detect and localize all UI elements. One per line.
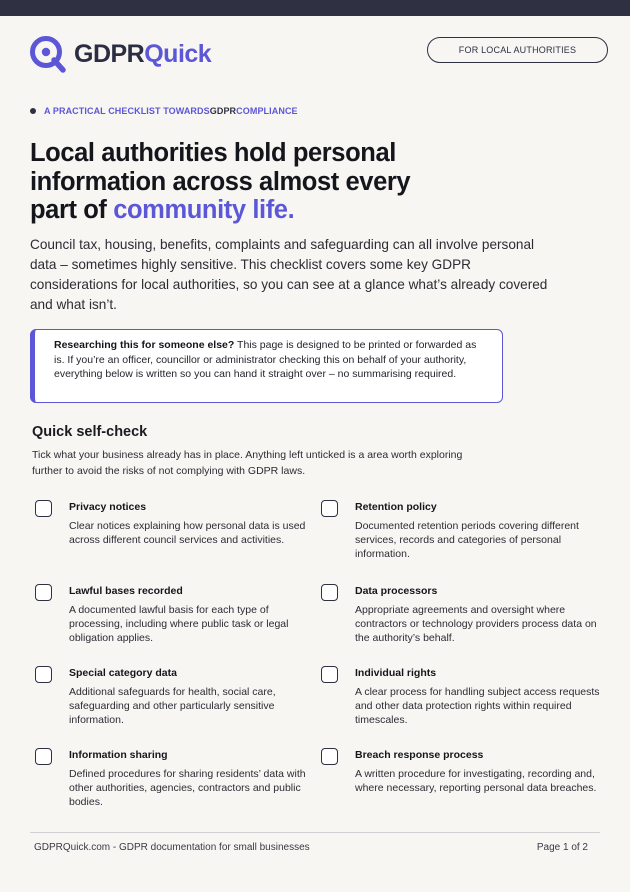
- checklist-item-title: Lawful bases recorded: [69, 585, 183, 597]
- checklist-item-title: Privacy notices: [69, 501, 147, 513]
- eyebrow: A PRACTICAL CHECKLIST TOWARDS GDPR COMPLIANCE: [30, 106, 298, 116]
- checklist-item-title: Retention policy: [355, 501, 437, 513]
- intro-paragraph: Council tax, housing, benefits, complaints and safeguarding can all involve personal data – sometimes highly sensitive. This checklist covers some key GDPR considerations for local authorities, so you can see at a glance what’s already covered and what isn’t.: [30, 237, 548, 312]
- callout-lead: Researching this for someone else?: [54, 339, 235, 351]
- checklist-item-desc: A documented lawful basis for each type of processing, including where public task or legal obligation applies.: [69, 604, 289, 644]
- checklist-item-title: Breach response process: [355, 749, 484, 761]
- checklist-item-title: Information sharing: [69, 749, 168, 761]
- checkbox[interactable]: [321, 748, 338, 765]
- checklist-item-desc: A clear process for handling subject access requests and other data protection rights within required timescales.: [355, 686, 600, 726]
- bullet-dot-icon: [30, 108, 36, 114]
- checklist-item-desc: A written procedure for investigating, recording and, where necessary, reporting personal data breaches.: [355, 768, 597, 794]
- checklist-item-desc: Defined procedures for sharing residents’ data with other authorities, agencies, contractors and public bodies.: [69, 768, 306, 808]
- checklist-item-desc: Additional safeguards for health, social care, safeguarding and other particularly sensitive information.: [69, 686, 276, 726]
- checkbox[interactable]: [35, 584, 52, 601]
- checklist-item-desc: Clear notices explaining how personal data is used across different council services and activities.: [69, 520, 306, 546]
- checklist-item-title: Individual rights: [355, 667, 437, 679]
- page-title: Local authorities hold personal information across almost every part of community life.: [30, 139, 411, 224]
- checklist-item-desc: Appropriate agreements and oversight where contractors or technology providers process data on the authority’s behalf.: [355, 604, 597, 644]
- callout-body: This page is designed to be printed or forwarded as is. If you’re an officer, councillor or administrator checking this on behalf of your authority, everything below is written so you can hand it straight over – no summarising required.: [54, 339, 477, 380]
- checkbox[interactable]: [321, 666, 338, 683]
- checkbox[interactable]: [321, 500, 338, 517]
- section-description: Tick what your business already has in place. Anything left unticked is a area worth exploring further to avoid the risks of not complying with GDPR laws.: [32, 449, 463, 477]
- logo: [28, 34, 211, 74]
- checkbox[interactable]: [35, 500, 52, 517]
- callout-box: [30, 329, 503, 403]
- section-title: Quick self-check: [32, 424, 148, 440]
- top-bar: [0, 0, 630, 16]
- checklist-item-desc: Documented retention periods covering different services, records and categories of personal information.: [355, 520, 579, 560]
- checklist-item-title: Data processors: [355, 585, 438, 597]
- audience-badge: FOR LOCAL AUTHORITIES: [427, 37, 608, 63]
- page-number: Page 1 of 2: [536, 842, 588, 853]
- checkbox[interactable]: [321, 584, 338, 601]
- checklist-item-title: Special category data: [69, 667, 177, 679]
- checkbox[interactable]: [35, 666, 52, 683]
- logo-icon: [28, 34, 66, 74]
- footer-text: GDPRQuick.com - GDPR documentation for small businesses: [34, 842, 310, 853]
- logo-wordmark: GDPRQuick: [74, 39, 212, 68]
- footer-divider: [30, 832, 600, 833]
- checkbox[interactable]: [35, 748, 52, 765]
